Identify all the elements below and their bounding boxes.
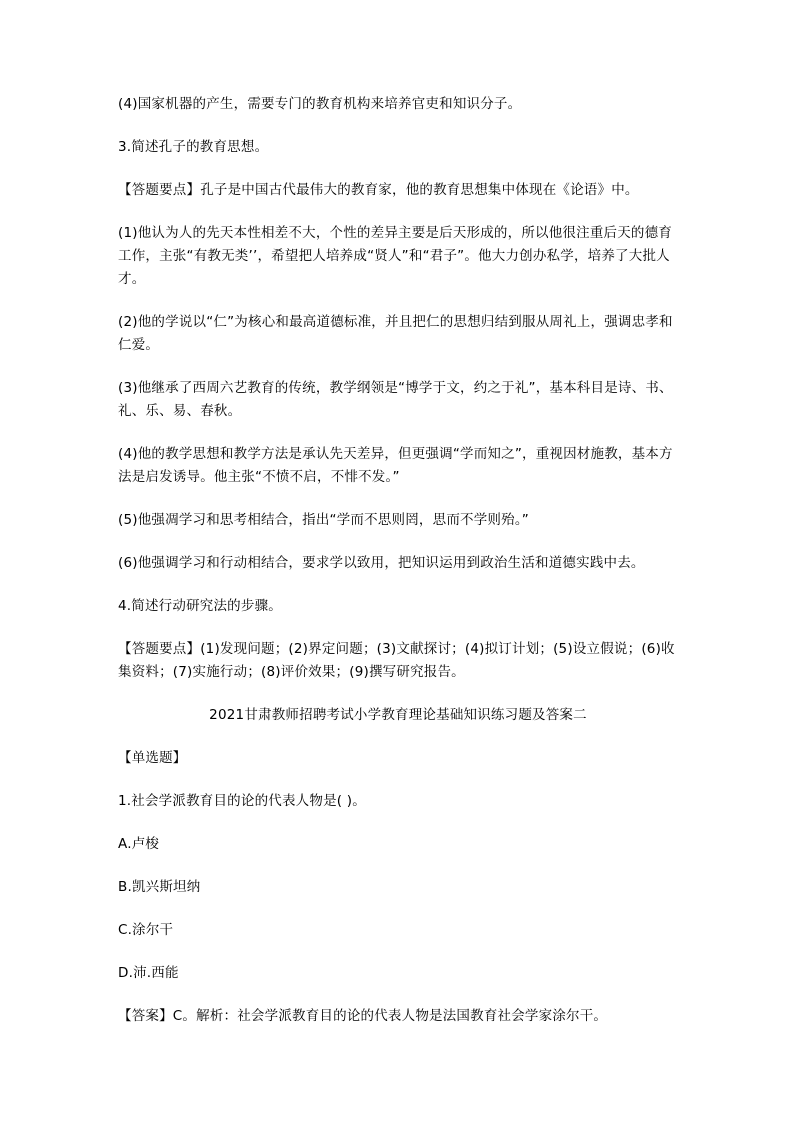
answer-key-confucius-intro: 【答题要点】孔子是中国古代最伟大的教育家，他的教育思想集中体现在《论语》中。: [118, 182, 639, 198]
answer-key-action-research: 【答题要点】(1)发现问题；(2)界定问题；(3)文献探讨；(4)拟订计划；(5)设立假说；(6)收集资料；(7)实施行动；(8)评价效果；(9)撰写研究报告。: [118, 641, 675, 680]
confucius-point-2: (2)他的学说以“仁”为核心和最高道德标准，并且把仁的思想归结到服从周礼上，强调忠孝和仁爱。: [118, 314, 673, 353]
question-3-heading: 3.简述孔子的教育思想。: [118, 139, 269, 155]
question-4-heading: 4.简述行动研究法的步骤。: [118, 598, 282, 614]
option-c: C.涂尔干: [118, 922, 174, 938]
confucius-point-6: (6)他强调学习和行动相结合，要求学以致用，把知识运用到政治生活和道德实践中去。: [118, 555, 645, 571]
section-title: 2021甘肃教师招聘考试小学教育理论基础知识练习题及答案二: [209, 707, 587, 723]
option-a: A.卢梭: [118, 836, 160, 852]
confucius-point-1: (1)他认为人的先天本性相差不大，个性的差异主要是后天形成的，所以他很注重后天的德育工作，主张“有教无类’’，希望把人培养成“贤人”和“君子”。他大力创办私学，培养了大批人才。: [118, 225, 673, 287]
question-1-stem: 1.社会学派教育目的论的代表人物是( )。: [118, 793, 366, 809]
confucius-point-3: (3)他继承了西周六艺教育的传统，教学纲领是“博学于文，约之于礼”，基本科目是诗、书、礼、乐、易、春秋。: [118, 380, 673, 419]
confucius-point-4: (4)他的教学思想和教学方法是承认先天差异，但更强调“学而知之”，重视因材施教，基本方法是启发诱导。他主张“不愤不启，不悱不发。”: [118, 446, 673, 485]
paragraph-item-4-national-machine: (4)国家机器的产生，需要专门的教育机构来培养官吏和知识分子。: [118, 96, 522, 112]
option-b: B.凯兴斯坦纳: [118, 879, 201, 895]
document-content: [118, 93, 678, 1028]
confucius-point-5: (5)他强凋学习和思考相结合，指出“学而不思则罔，思而不学则殆。”: [118, 512, 529, 528]
answer-explanation: 【答案】C。解析：社会学派教育目的论的代表人物是法国教育社会学家涂尔干。: [118, 1008, 608, 1024]
option-d: D.沛.西能: [118, 965, 179, 981]
section-label-single-choice: 【单选题】: [118, 750, 187, 766]
